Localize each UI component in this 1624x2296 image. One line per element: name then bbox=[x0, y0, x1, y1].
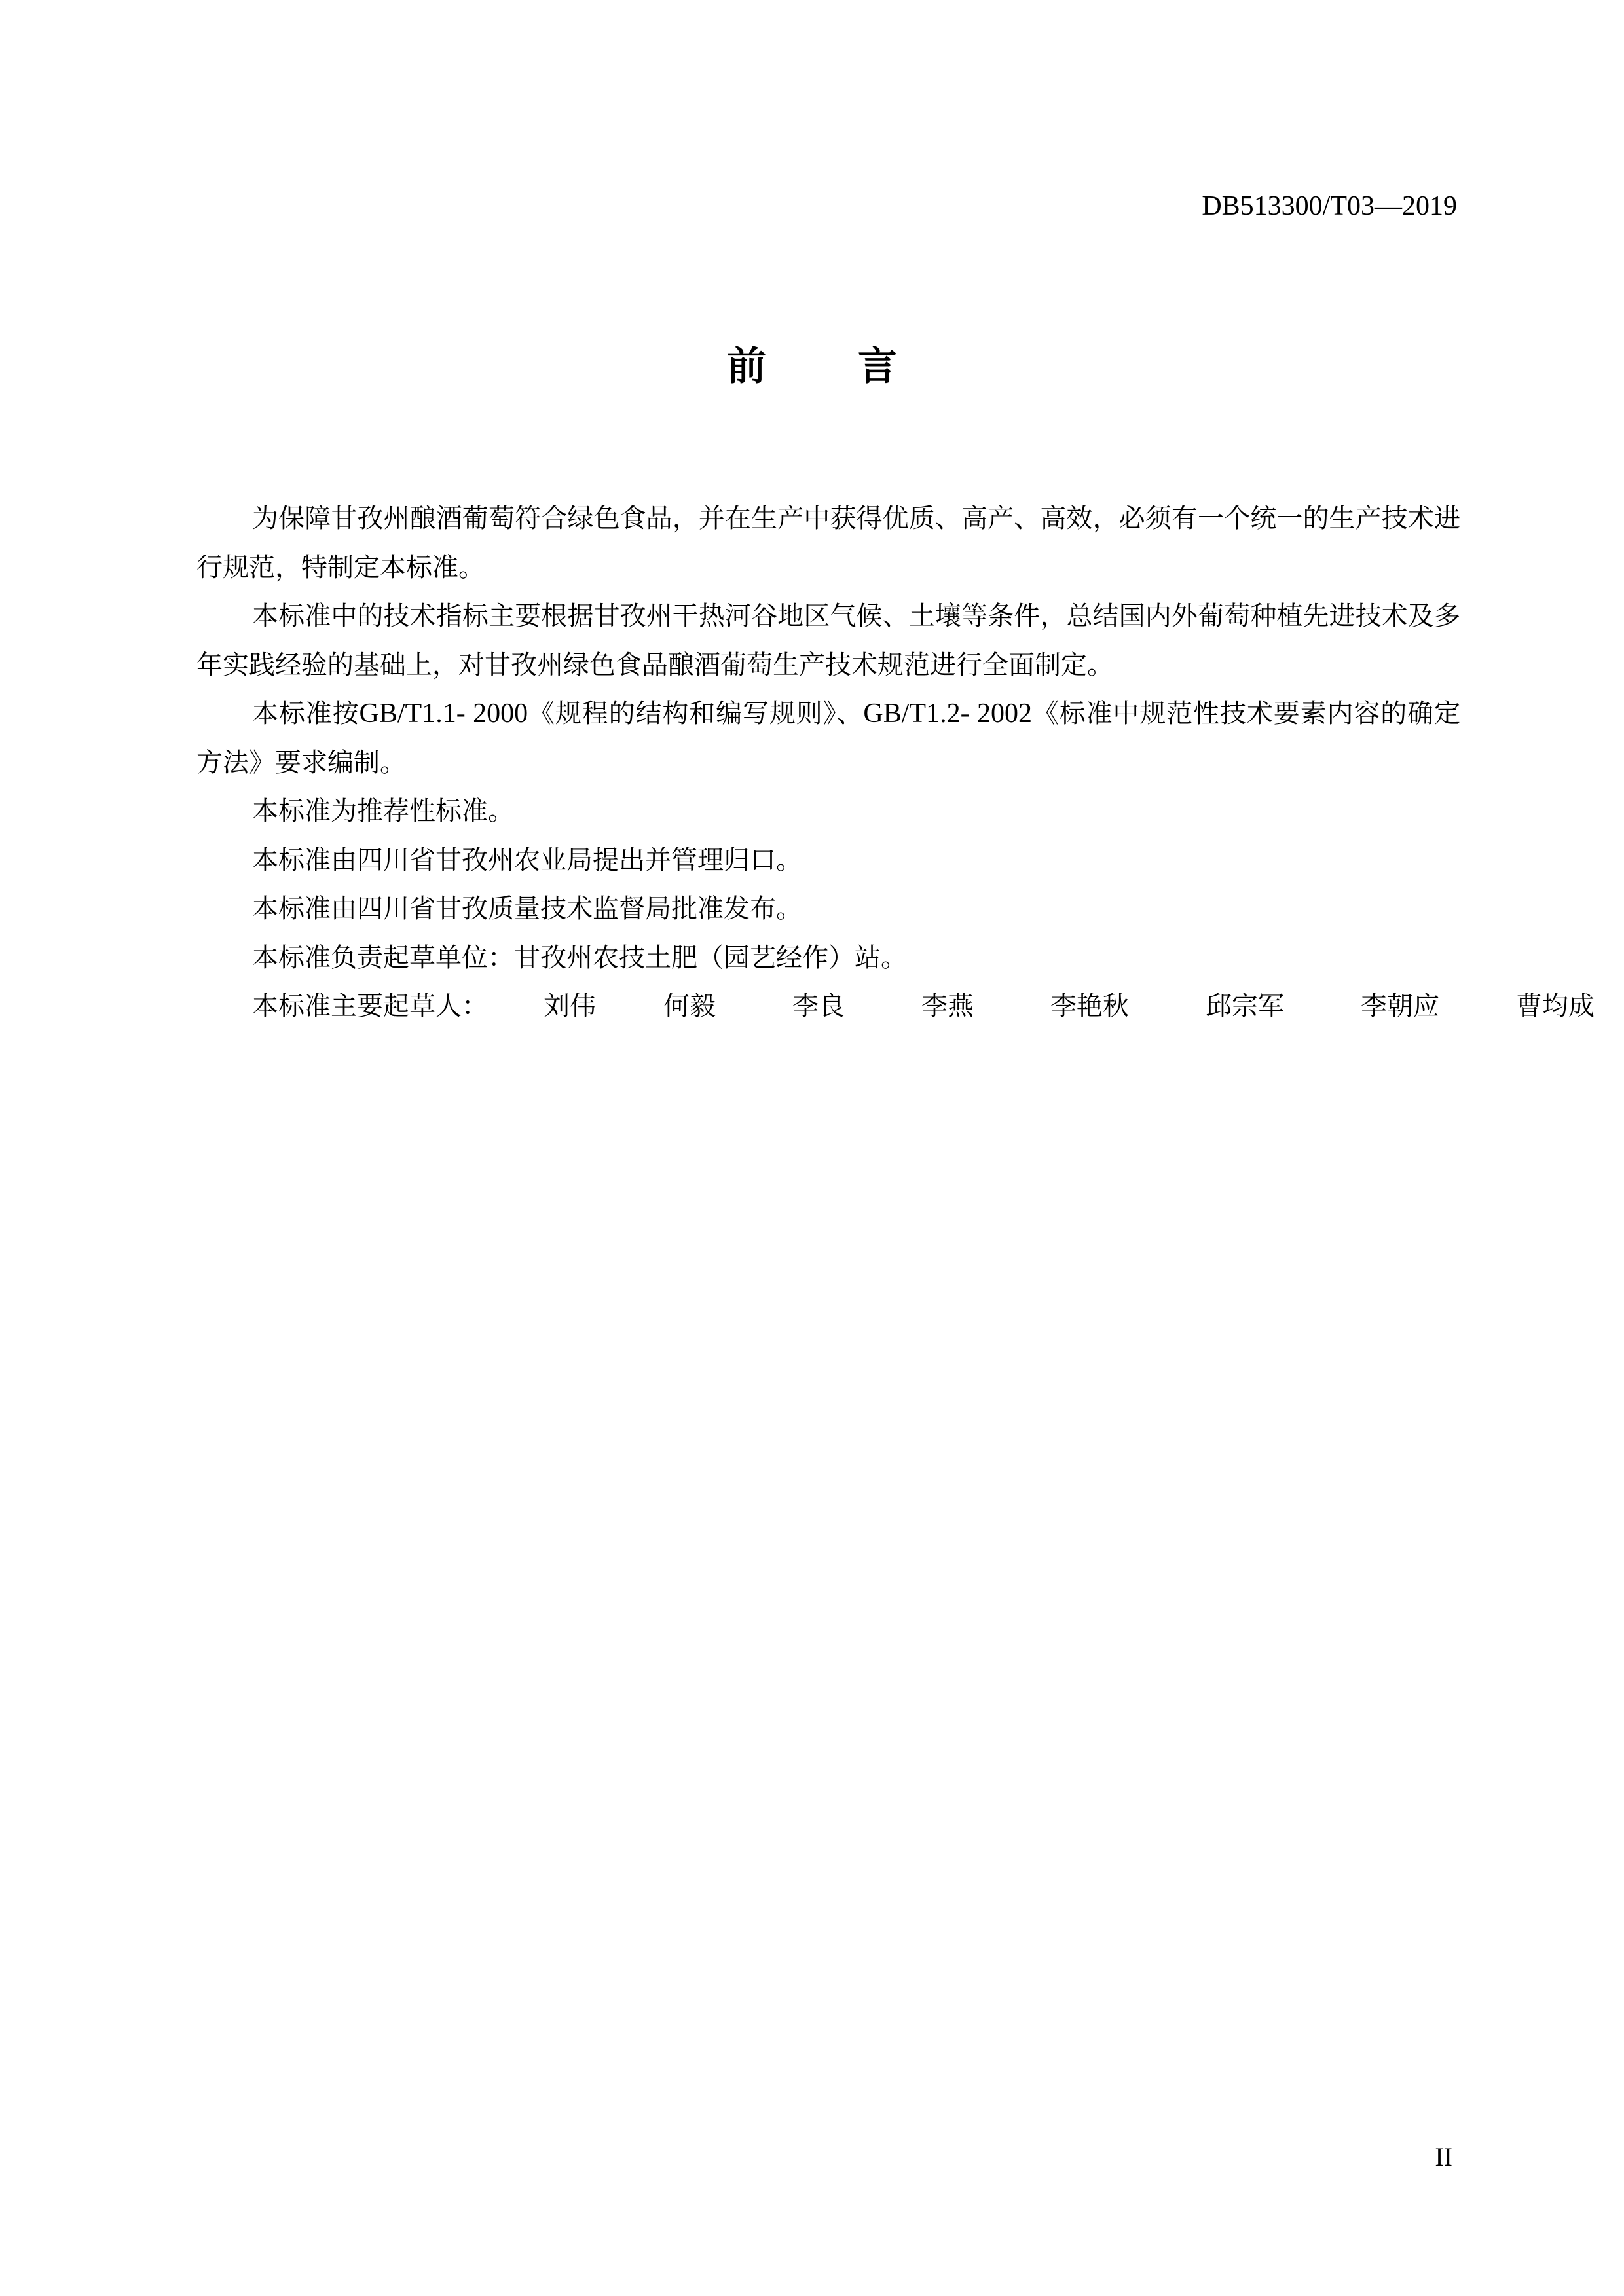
paragraph-drafting-unit: 本标准负责起草单位：甘孜州农技土肥（园艺经作）站。 bbox=[252, 942, 907, 973]
drafters-label: 本标准主要起草人： bbox=[252, 991, 488, 1021]
paragraph-technical-basis: 本标准中的技术指标主要根据甘孜州干热河谷地区气候、土壤等条件，总结国内外葡萄种植先进技术及多年实践经验的基础上，对甘孜州绿色食品酿酒葡萄生产技术规范进行全面制定。 bbox=[196, 601, 1460, 680]
drafter-name: 刘伟 bbox=[544, 991, 596, 1021]
paragraph-main-drafters bbox=[196, 982, 1595, 1031]
drafter-name: 邱宗军 bbox=[1206, 991, 1284, 1021]
paragraph-proposed-by: 本标准由四川省甘孜州农业局提出并管理归口。 bbox=[252, 845, 802, 875]
paragraph-recommended-standard: 本标准为推荐性标准。 bbox=[252, 796, 514, 826]
drafting-rules-prefix: 本标准按 bbox=[252, 699, 360, 729]
paragraph-approved-by: 本标准由四川省甘孜质量技术监督局批准发布。 bbox=[252, 894, 802, 924]
title-char-2: 言 bbox=[858, 344, 897, 390]
reference-code-1: GB/T1.1- 2000 bbox=[359, 699, 528, 729]
page-title bbox=[0, 340, 1624, 393]
drafter-name: 李艳秋 bbox=[1050, 991, 1129, 1021]
drafting-rules-suffix: 要求编制。 bbox=[275, 747, 406, 778]
page-number: II bbox=[1435, 2142, 1452, 2172]
drafter-name: 李朝应 bbox=[1361, 991, 1439, 1021]
paragraph-purpose: 为保障甘孜州酿酒葡萄符合绿色食品，并在生产中获得优质、高产、高效，必须有一个统一的生产技术进行规范，特制定本标准。 bbox=[196, 503, 1460, 583]
drafter-name: 李燕 bbox=[921, 991, 974, 1021]
foreword-body bbox=[196, 494, 1595, 1031]
paragraph-drafting-rules bbox=[196, 689, 1460, 787]
drafter-name: 何毅 bbox=[663, 991, 716, 1021]
title-char-1: 前 bbox=[727, 344, 766, 390]
drafter-name: 曹均成 bbox=[1516, 991, 1595, 1021]
reference-title-1: 《规程的结构和编写规则》 bbox=[528, 699, 837, 729]
reference-code-2: GB/T1.2- 2002 bbox=[863, 699, 1032, 729]
drafter-name: 李良 bbox=[792, 991, 845, 1021]
reference-separator: 、 bbox=[836, 699, 864, 729]
standard-code-header: DB513300/T03—2019 bbox=[1202, 191, 1457, 221]
reference-title-2: 《标准中规范性技术要素内容的确定方法》 bbox=[196, 699, 1461, 778]
